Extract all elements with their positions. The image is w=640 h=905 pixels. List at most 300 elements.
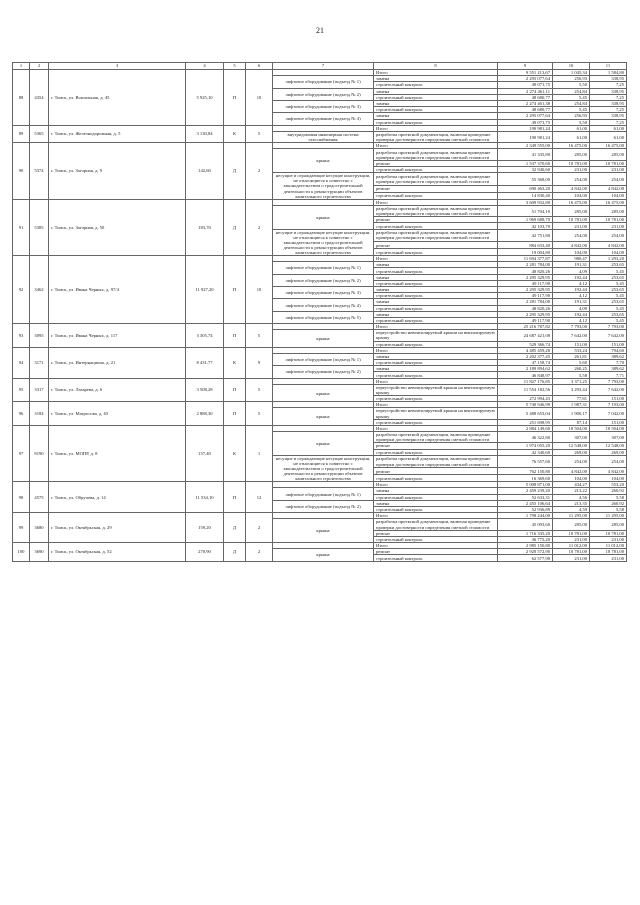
row-number: 88 xyxy=(13,70,30,126)
unit-cost: 104,00 xyxy=(553,192,590,199)
max-unit-cost: 231,00 xyxy=(590,536,627,542)
floor-count: 5 xyxy=(246,125,273,143)
building-code: 4354 xyxy=(30,70,49,126)
max-unit-cost: 254,00 xyxy=(590,455,627,468)
cost-sum: 190 981,24 xyxy=(498,125,553,131)
max-unit-cost: 389,62 xyxy=(590,353,627,359)
cost-sum: 2 920 572,90 xyxy=(498,549,553,555)
work-description: строительный контроль xyxy=(374,317,498,323)
max-unit-cost: 285,00 xyxy=(590,149,627,160)
cost-sum: 76 557,60 xyxy=(498,455,553,468)
work-description: ремонт xyxy=(374,217,498,223)
unit-cost: 254,00 xyxy=(553,229,590,242)
cost-sum: 2 295 329,95 xyxy=(498,274,553,280)
column-number: 6 xyxy=(246,63,273,70)
work-description: ремонт xyxy=(374,549,498,555)
work-description: Итого xyxy=(374,70,498,76)
max-unit-cost: 104,00 xyxy=(590,475,627,482)
max-unit-cost: 1 584,80 xyxy=(590,70,627,76)
max-unit-cost: 10 781,00 xyxy=(590,549,627,555)
cost-sum: 16 369,60 xyxy=(498,475,553,482)
cost-sum: 5 008 871,00 xyxy=(498,482,553,488)
address: г. Томск, ул. Вокзальная, д. 45 xyxy=(49,70,186,126)
unit-cost: 4 842,00 xyxy=(553,242,590,249)
work-description: разработка проектной документации, включая проведение проверки достоверности определения сметной стоимости xyxy=(374,519,498,530)
column-number: 3 xyxy=(49,63,186,70)
cost-sum: 11 827 176,85 xyxy=(498,378,553,384)
column-number: 4 xyxy=(186,63,224,70)
work-description: строительный контроль xyxy=(374,268,498,274)
max-unit-cost: 253,65 xyxy=(590,287,627,293)
max-unit-cost: 231,00 xyxy=(590,167,627,173)
wall-material: П xyxy=(224,324,246,348)
unit-cost: 261,81 xyxy=(553,353,590,359)
address: г. Томск, ул. Загорная, д. 50 xyxy=(49,199,186,255)
unit-cost: 260,25 xyxy=(553,366,590,372)
cost-sum: 2 459 239,20 xyxy=(498,488,553,494)
work-description: строительный контроль xyxy=(374,506,498,512)
work-description: замена xyxy=(374,299,498,305)
unit-cost: 104,00 xyxy=(553,475,590,482)
max-unit-cost: 285,00 xyxy=(590,205,627,216)
work-type: лифтовое оборудование (подъезд № 2) xyxy=(273,366,374,378)
max-unit-cost: 7,25 xyxy=(590,82,627,88)
row-number: 96 xyxy=(13,402,30,426)
cost-sum: 2 295 329,95 xyxy=(498,311,553,317)
cost-sum: 24 687 421,08 xyxy=(498,330,553,341)
unit-cost: 10 781,00 xyxy=(553,549,590,555)
unit-cost: 256,93 xyxy=(553,113,590,119)
unit-cost: 10 781,00 xyxy=(553,217,590,223)
unit-cost: 434,27 xyxy=(553,482,590,488)
row-number: 97 xyxy=(13,425,30,481)
work-description: ремонт xyxy=(374,443,498,449)
work-description: замена xyxy=(374,488,498,494)
work-description: строительный контроль xyxy=(374,305,498,311)
row-number: 94 xyxy=(13,347,30,378)
building-area: 3 508,28 xyxy=(186,378,224,402)
column-number-row xyxy=(13,63,627,70)
cost-sum: 45 093,60 xyxy=(498,519,553,530)
cost-sum: 2 295 077,64 xyxy=(498,113,553,119)
work-description: переустройство невентилируемой крыши на вентилируемую крышу xyxy=(374,330,498,341)
unit-cost: 11 295,00 xyxy=(553,513,590,519)
cost-sum: 2 274 461,38 xyxy=(498,100,553,106)
unit-cost: 7 642,00 xyxy=(553,330,590,341)
cost-sum: 49 117,90 xyxy=(498,280,553,286)
work-description: ремонт xyxy=(374,468,498,475)
work-description: строительный контроль xyxy=(374,223,498,229)
cost-sum: 1 716 335,20 xyxy=(498,530,553,536)
max-unit-cost: 338,95 xyxy=(590,76,627,82)
max-unit-cost: 253,65 xyxy=(590,311,627,317)
max-unit-cost: 7,25 xyxy=(590,94,627,100)
unit-cost: 16 475,00 xyxy=(553,199,590,205)
row-number: 91 xyxy=(13,199,30,255)
building-area: 11 927,20 xyxy=(186,256,224,324)
max-unit-cost: 7 793,00 xyxy=(590,324,627,330)
address: г. Томск, ул. Ивана Черных, д. 117 xyxy=(49,324,186,348)
wall-material: Д xyxy=(224,513,246,543)
unit-cost: 254,00 xyxy=(553,173,590,186)
work-description: замена xyxy=(374,88,498,94)
max-unit-cost: 231,00 xyxy=(590,555,627,561)
max-unit-cost: 16 475,00 xyxy=(590,199,627,205)
building-code: 3095 xyxy=(30,324,49,348)
building-code: 3680 xyxy=(30,513,49,543)
work-description: Итого xyxy=(374,143,498,149)
cost-sum: 48 680,77 xyxy=(498,107,553,113)
building-area: 8 431,77 xyxy=(186,347,224,378)
wall-material: К xyxy=(224,425,246,481)
address: г. Томск, ул. Интернациона, д. 21 xyxy=(49,347,186,378)
work-description: Итого xyxy=(374,199,498,205)
unit-cost: 87,14 xyxy=(553,419,590,425)
work-type: лифтовое оборудование (подъезд № 2) xyxy=(273,274,374,286)
building-area: 142,60 xyxy=(186,143,224,199)
unit-cost: 980,47 xyxy=(553,256,590,262)
work-description: строительный контроль xyxy=(374,536,498,542)
work-description: строительный контроль xyxy=(374,192,498,199)
building-code: 5365 xyxy=(30,125,49,143)
building-code: 4575 xyxy=(30,482,49,513)
work-description: замена xyxy=(374,500,498,506)
building-code: 3690 xyxy=(30,543,49,562)
cost-sum: 49 117,90 xyxy=(498,317,553,323)
cost-sum: 47 158,74 xyxy=(498,360,553,366)
cost-sum: 49 117,90 xyxy=(498,293,553,299)
unit-cost: 4,09 xyxy=(553,268,590,274)
cost-sum: 1 537 370,60 xyxy=(498,160,553,166)
unit-cost: 5,50 xyxy=(553,82,590,88)
unit-cost: 3 371,25 xyxy=(553,378,590,384)
work-description: строительный контроль xyxy=(374,341,498,347)
wall-material: Д xyxy=(224,543,246,562)
max-unit-cost: 12 548,00 xyxy=(590,443,627,449)
work-type: лифтовое оборудование (подъезд № 2) xyxy=(273,88,374,100)
work-type: лифтовое оборудование (подъезд № 1) xyxy=(273,353,374,365)
max-unit-cost: 253,65 xyxy=(590,299,627,305)
column-number: 9 xyxy=(498,63,553,70)
unit-cost: 3 293,44 xyxy=(553,384,590,395)
cost-sum: 5 488 653,04 xyxy=(498,408,553,419)
address: г. Томск, ул. Обручева, д. 14 xyxy=(49,482,186,513)
row-number: 92 xyxy=(13,256,30,324)
max-unit-cost: 4 842,00 xyxy=(590,468,627,475)
cost-sum: 2 274 461,11 xyxy=(498,88,553,94)
max-unit-cost: 260,92 xyxy=(590,500,627,506)
cost-sum: 2 985 150,80 xyxy=(498,543,553,549)
cost-sum: 2 295 329,95 xyxy=(498,287,553,293)
building-code: 8190 xyxy=(30,425,49,481)
building-area: 159,20 xyxy=(186,513,224,543)
wall-material: П xyxy=(224,482,246,513)
work-description: разработка проектной документации, включая проведение проверки достоверности определения сметной стоимости xyxy=(374,205,498,216)
cost-sum: 4 485 459,28 xyxy=(498,347,553,353)
address: г. Томск, ул. Октябрьская, д. 29 xyxy=(49,513,186,543)
max-unit-cost: 1 293,20 xyxy=(590,256,627,262)
unit-cost: 61,00 xyxy=(553,131,590,142)
unit-cost: 1 987,31 xyxy=(553,402,590,408)
work-description: Итого xyxy=(374,402,498,408)
work-description: строительный контроль xyxy=(374,119,498,125)
unit-cost: 5,60 xyxy=(553,360,590,366)
row-number: 100 xyxy=(13,543,30,562)
unit-cost: 12 548,00 xyxy=(553,443,590,449)
address: г. Томск, ул. Ивана Черных, д. 97/4 xyxy=(49,256,186,324)
floor-count: 2 xyxy=(246,513,273,543)
floor-count: 12 xyxy=(246,482,273,513)
unit-cost: 18 504,00 xyxy=(553,425,590,431)
cost-sum: 1 969 688,70 xyxy=(498,217,553,223)
unit-cost: 4,09 xyxy=(553,305,590,311)
work-type: лифтовое оборудование (подъезд № 3) xyxy=(273,287,374,299)
work-description: строительный контроль xyxy=(374,107,498,113)
max-unit-cost: 285,00 xyxy=(590,519,627,530)
cost-sum: 272 994,43 xyxy=(498,396,553,402)
max-unit-cost: 5,45 xyxy=(590,305,627,311)
building-code: 3171 xyxy=(30,347,49,378)
max-unit-cost: 104,00 xyxy=(590,249,627,256)
max-unit-cost: 794,60 xyxy=(590,347,627,353)
max-unit-cost: 151,00 xyxy=(590,396,627,402)
building-area: 3 130,84 xyxy=(186,125,224,143)
cost-sum: 2 349 555,00 xyxy=(498,143,553,149)
max-unit-cost: 5,45 xyxy=(590,268,627,274)
work-type: лифтовое оборудование (подъезд № 3) xyxy=(273,100,374,112)
max-unit-cost: 151,00 xyxy=(590,419,627,425)
unit-cost: 5,50 xyxy=(553,119,590,125)
max-unit-cost: 231,00 xyxy=(590,223,627,229)
unit-cost: 191,31 xyxy=(553,262,590,268)
cost-sum: 2 189 894,62 xyxy=(498,366,553,372)
work-description: Итого xyxy=(374,256,498,262)
building-code: 5374 xyxy=(30,143,49,199)
work-description: строительный контроль xyxy=(374,475,498,482)
work-description: разработка проектной документации, включая проведение проверки достоверности определения сметной стоимости xyxy=(374,455,498,468)
cost-sum: 11 554 182,56 xyxy=(498,384,553,395)
work-description: строительный контроль xyxy=(374,396,498,402)
wall-material: К xyxy=(224,125,246,143)
work-description: замена xyxy=(374,274,498,280)
cost-sum: 48 680,77 xyxy=(498,94,553,100)
address: г. Томск, ул. Загорная, д. 9 xyxy=(49,143,186,199)
unit-cost: 104,00 xyxy=(553,249,590,256)
cost-sum: 1 974 055,20 xyxy=(498,443,553,449)
work-type: крыша xyxy=(273,519,374,543)
unit-cost: 4,12 xyxy=(553,317,590,323)
building-area: 3 305,74 xyxy=(186,324,224,348)
max-unit-cost: 61,00 xyxy=(590,131,627,142)
unit-cost: 77,81 xyxy=(553,396,590,402)
unit-cost: 213,22 xyxy=(553,488,590,494)
work-description: замена xyxy=(374,76,498,82)
floor-count: 1 xyxy=(246,425,273,481)
max-unit-cost: 307,00 xyxy=(590,431,627,442)
max-unit-cost: 4 842,00 xyxy=(590,242,627,249)
work-description: строительный контроль xyxy=(374,360,498,366)
max-unit-cost: 254,00 xyxy=(590,173,627,186)
floor-count: 10 xyxy=(246,70,273,126)
cost-sum: 42 751,80 xyxy=(498,229,553,242)
max-unit-cost: 389,62 xyxy=(590,366,627,372)
max-unit-cost: 10 781,00 xyxy=(590,217,627,223)
work-description: Итого xyxy=(374,513,498,519)
work-description: Итого xyxy=(374,543,498,549)
cost-sum: 46 322,80 xyxy=(498,431,553,442)
row-number: 90 xyxy=(13,143,30,199)
max-unit-cost: 11 012,00 xyxy=(590,543,627,549)
max-unit-cost: 260,92 xyxy=(590,488,627,494)
work-description: строительный контроль xyxy=(374,167,498,173)
cost-sum: 14 830,40 xyxy=(498,192,553,199)
max-unit-cost: 253,65 xyxy=(590,274,627,280)
building-area: 11 534,10 xyxy=(186,482,224,513)
work-description: разработка проектной документации, включая проведение проверки достоверности определения сметной стоимости xyxy=(374,229,498,242)
column-number: 1 xyxy=(13,63,30,70)
max-unit-cost: 5,45 xyxy=(590,317,627,323)
address: г. Томск, ул. Железнодорожная, д. 5 xyxy=(49,125,186,143)
cost-sum: 2 295 077,64 xyxy=(498,76,553,82)
work-type: крыша xyxy=(273,205,374,229)
cost-sum: 19 004,80 xyxy=(498,249,553,256)
floor-count: 5 xyxy=(246,402,273,426)
max-unit-cost: 338,95 xyxy=(590,100,627,106)
max-unit-cost: 10 781,00 xyxy=(590,530,627,536)
unit-cost: 533,24 xyxy=(553,347,590,353)
cost-sum: 42 340,60 xyxy=(498,449,553,455)
cost-sum: 46 848,97 xyxy=(498,372,553,378)
max-unit-cost: 7,70 xyxy=(590,360,627,366)
max-unit-cost: 151,00 xyxy=(590,341,627,347)
unit-cost: 213,35 xyxy=(553,500,590,506)
address: г. Томск, ул. Лазарева, д. 6 xyxy=(49,378,186,402)
work-description: ремонт xyxy=(374,160,498,166)
unit-cost: 256,93 xyxy=(553,76,590,82)
work-type: лифтовое оборудование (подъезд № 4) xyxy=(273,299,374,311)
building-code: 3184 xyxy=(30,402,49,426)
row-number: 93 xyxy=(13,324,30,348)
work-description: разработка проектной документации, включая проведение проверки достоверности определения сметной стоимости xyxy=(374,173,498,186)
max-unit-cost: 5,58 xyxy=(590,506,627,512)
unit-cost: 5,45 xyxy=(553,94,590,100)
column-number: 5 xyxy=(224,63,246,70)
cost-sum: 52 936,89 xyxy=(498,506,553,512)
work-description: строительный контроль xyxy=(374,419,498,425)
cost-sum: 51 704,10 xyxy=(498,205,553,216)
work-type: лифтовое оборудование (подъезд № 1) xyxy=(273,262,374,274)
unit-cost: 7 793,00 xyxy=(553,324,590,330)
work-type: лифтовое оборудование (подъезд № 1) xyxy=(273,488,374,500)
unit-cost: 231,00 xyxy=(553,536,590,542)
max-unit-cost: 5,58 xyxy=(590,494,627,500)
work-description: переустройство невентилируемой крыши на вентилируемую крышу xyxy=(374,408,498,419)
address: г. Томск, ул. МОПР, д. 8 xyxy=(49,425,186,481)
cost-sum: 49 071,75 xyxy=(498,119,553,125)
cost-sum: 41 335,80 xyxy=(498,149,553,160)
unit-cost: 151,00 xyxy=(553,341,590,347)
work-description: строительный контроль xyxy=(374,293,498,299)
building-area: 157,40 xyxy=(186,425,224,481)
building-code: 3317 xyxy=(30,378,49,402)
row-number: 89 xyxy=(13,125,30,143)
work-description: разработка проектной документации, включая проведение проверки достоверности определения сметной стоимости xyxy=(374,431,498,442)
work-description: замена xyxy=(374,287,498,293)
unit-cost: 10 781,00 xyxy=(553,530,590,536)
work-description: Итого xyxy=(374,425,498,431)
cost-sum: 190 981,24 xyxy=(498,131,553,142)
work-description: Итого xyxy=(374,378,498,384)
floor-count: 2 xyxy=(246,199,273,255)
building-area: 2 888,30 xyxy=(186,402,224,426)
cost-sum: 1 798 244,00 xyxy=(498,513,553,519)
floor-count: 5 xyxy=(246,324,273,348)
unit-cost: 4,12 xyxy=(553,280,590,286)
cost-sum: 2 281 784,00 xyxy=(498,299,553,305)
max-unit-cost: 7,25 xyxy=(590,119,627,125)
unit-cost: 307,00 xyxy=(553,431,590,442)
building-area: 270,90 xyxy=(186,543,224,562)
cost-sum: 690 463,20 xyxy=(498,185,553,192)
cost-sum: 251 698,95 xyxy=(498,419,553,425)
work-description: строительный контроль xyxy=(374,494,498,500)
floor-count: 2 xyxy=(246,143,273,199)
unit-cost: 191,31 xyxy=(553,299,590,305)
unit-cost: 16 475,00 xyxy=(553,143,590,149)
unit-cost: 11 012,00 xyxy=(553,543,590,549)
address: г. Томск, ул. Матросова, д. 65 xyxy=(49,402,186,426)
max-unit-cost: 7 793,00 xyxy=(590,378,627,384)
unit-cost: 285,00 xyxy=(553,519,590,530)
max-unit-cost: 61,00 xyxy=(590,125,627,131)
max-unit-cost: 18 504,00 xyxy=(590,425,627,431)
max-unit-cost: 7 642,00 xyxy=(590,384,627,395)
cost-sum: 2 455 106,64 xyxy=(498,500,553,506)
work-description: строительный контроль xyxy=(374,82,498,88)
unit-cost: 5,58 xyxy=(553,372,590,378)
work-type: крыша xyxy=(273,330,374,347)
wall-material: П xyxy=(224,378,246,402)
max-unit-cost: 11 295,00 xyxy=(590,513,627,519)
max-unit-cost: 5,45 xyxy=(590,280,627,286)
wall-material: Д xyxy=(224,199,246,255)
unit-cost: 61,00 xyxy=(553,125,590,131)
repair-program-table xyxy=(12,62,627,562)
wall-material: П xyxy=(224,70,246,126)
column-number: 7 xyxy=(273,63,374,70)
unit-cost: 10 781,00 xyxy=(553,160,590,166)
cost-sum: 2 202 377,45 xyxy=(498,353,553,359)
work-description: замена xyxy=(374,113,498,119)
work-description: Итого xyxy=(374,347,498,353)
floor-count: 2 xyxy=(246,543,273,562)
max-unit-cost: 10 781,00 xyxy=(590,160,627,166)
work-type: лифтовое оборудование (подъезд № 5) xyxy=(273,311,374,323)
unit-cost: 4,59 xyxy=(553,506,590,512)
cost-sum: 48 820,26 xyxy=(498,268,553,274)
max-unit-cost: 5,45 xyxy=(590,293,627,299)
work-description: Итого xyxy=(374,482,498,488)
work-type: крыша xyxy=(273,384,374,401)
cost-sum: 55 368,00 xyxy=(498,173,553,186)
work-type: лифтовое оборудование (подъезд № 2) xyxy=(273,500,374,512)
row-number: 95 xyxy=(13,378,30,402)
unit-cost: 192,44 xyxy=(553,287,590,293)
unit-cost: 269,00 xyxy=(553,449,590,455)
cost-sum: 2 884 149,60 xyxy=(498,425,553,431)
column-number: 8 xyxy=(374,63,498,70)
unit-cost: 1 900,17 xyxy=(553,408,590,419)
